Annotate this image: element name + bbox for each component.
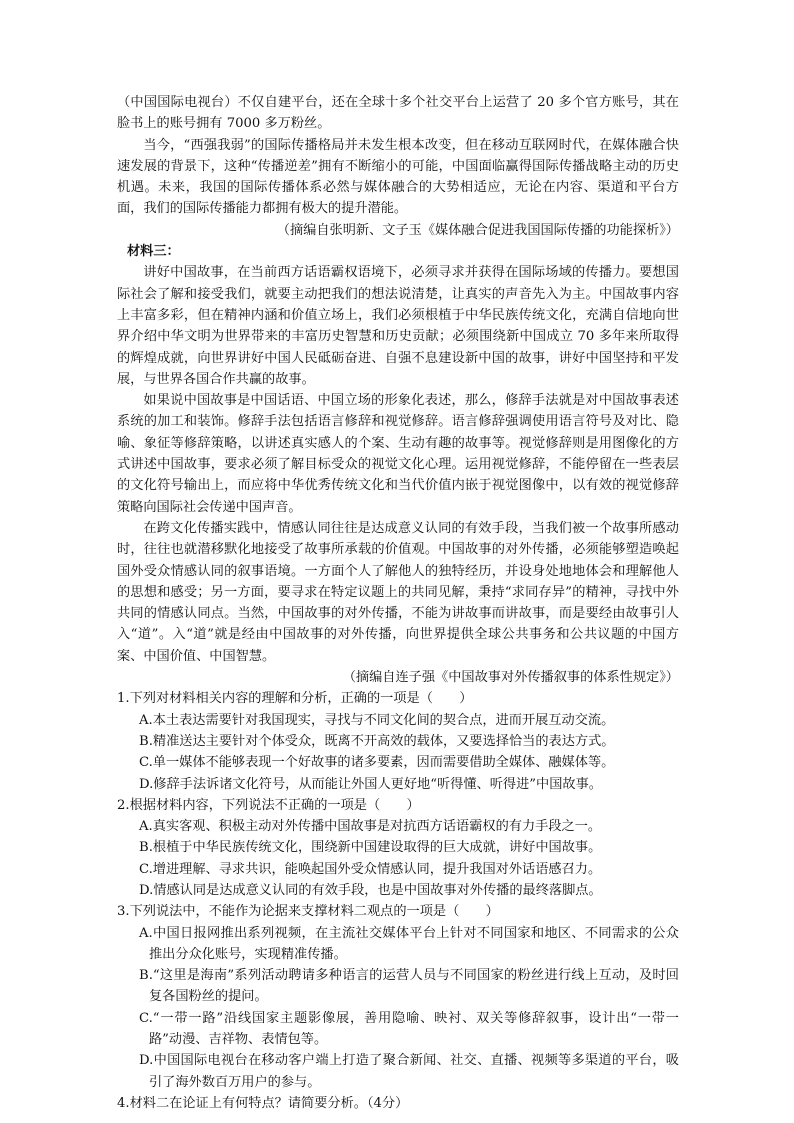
option-d: D.中国国际电视台在移动客户端上打造了聚合新闻、社交、直播、视频等多渠道的平台，吸引了海外数百万用户的参与。 [139, 1053, 679, 1090]
question-stem: 2.根据材料内容，下列说法不正确的一项是（ ） [117, 797, 420, 813]
option-d: D.修辞手法诉诸文化符号，从而能让外国人更好地“听得懂、听得进”中国故事。 [139, 776, 602, 792]
question-2 [117, 795, 679, 901]
question-3 [117, 901, 679, 1093]
option-a: A.真实客观、积极主动对外传播中国故事是对抗西方话语霸权的有力手段之一。 [139, 819, 602, 835]
question-1 [117, 688, 679, 794]
option-b: B.根植于中华民族传统文化，围绕新中国建设取得的巨大成就，讲好中国故事。 [139, 840, 602, 856]
option-c: C.“一带一路”沿线国家主题影像展，善用隐喻、映衬、双关等修辞叙事，设计出“一带一路”动漫、吉祥物、表情包等。 [139, 1010, 679, 1048]
option-a: A.中国日报网推出系列视频，在主流社交媒体平台上针对不同国家和地区、不同需求的公众推出分众化账号，实现精准传播。 [139, 925, 679, 962]
option-a: A.本土表达需要针对我国现实，寻找与不同文化间的契合点，进而开展互动交流。 [139, 712, 615, 728]
paragraph: 在跨文化传播实践中，情感认同往往是达成意义认同的有效手段，当我们被一个故事所感动时，往往也就潜移默化地接受了故事所承载的价值观。中国故事的对外传播，必须能够塑造唤起国外受众情感认同的叙事语境。一方面个人了解他人的独特经历，并设身处地地体会和理解他人的思想和感受；另一方面，要寻求在特定议题上的共同见解，秉持“求同存异”的精神，寻找中外共同的情感认同点。当然，中国故事的对外传播，不能为讲故事而讲故事，而是要经由故事引人入“道”。入“道”就是经由中国故事的对外传播，向世界提供全球公共事务和公共议题的中国方案、中国价值、中国智慧。 [117, 520, 679, 664]
section-heading: 材料三： [127, 244, 180, 260]
source-citation: （摘编自张明新、文子玉《媒体融合促进我国国际传播的功能探析》） [276, 222, 679, 238]
paragraph: （中国国际电视台）不仅自建平台，还在全球十多个社交平台上运营了 20 多个官方账号，其在脸书上的账号拥有 7000 多万粉丝。 [117, 95, 679, 132]
option-c: C.增进理解、寻求共识，能唤起国外受众情感认同，提升我国对外话语感召力。 [139, 861, 602, 877]
question-stem: 4.材料二在论证上有何特点？请简要分析。（4分） [117, 1095, 409, 1111]
document-page [117, 92, 679, 1114]
option-b: B.精准送达主要针对个体受众，既离不开高效的载体，又要选择恰当的表达方式。 [139, 733, 615, 749]
option-d: D.情感认同是达成意义认同的有效手段，也是中国故事对外传播的最终落脚点。 [139, 882, 602, 898]
question-stem: 1.下列对材料相关内容的理解和分析，正确的一项是（ ） [117, 691, 473, 707]
question-4 [117, 1093, 679, 1114]
paragraph: 讲好中国故事，在当前西方话语霸权语境下，必须寻求并获得在国际场域的传播力。要想国际社会了解和接受我们，就要主动把我们的想法说清楚，让真实的声音先入为主。中国故事内容上丰富多彩，但在精神内涵和价值立场上，我们必须根植于中华民族传统文化，充满自信地向世界介绍中华文明为世界带来的丰富历史智慧和历史贡献；必须围绕新中国成立 70 多年来所取得的辉煌成就，向世界讲好中国人民砥砺奋进、自强不息建设新中国的故事，讲好中国坚持和平发展，与世界各国合作共赢的故事。 [117, 265, 679, 387]
option-b: B.“这里是海南”系列活动聘请多种语言的运营人员与不同国家的粉丝进行线上互动，及时回复各国粉丝的提问。 [139, 968, 679, 1005]
option-c: C.单一媒体不能够表现一个好故事的诸多要素，因而需要借助全媒体、融媒体等。 [139, 755, 615, 771]
paragraph: 当今，“西强我弱”的国际传播格局并未发生根本改变，但在移动互联网时代，在媒体融合快速发展的背景下，这种“传播逆差”拥有不断缩小的可能，中国面临赢得国际传播战略主动的历史机遇。未来，我国的国际传播体系必然与媒体融合的大势相适应，无论在内容、渠道和平台方面，我们的国际传播能力都拥有极大的提升潜能。 [117, 137, 679, 217]
source-citation: （摘编自连子强《中国故事对外传播叙事的体系性规定》） [342, 670, 679, 686]
question-stem: 3.下列说法中，不能作为论据来支撑材料二观点的一项是（ ） [117, 904, 499, 920]
paragraph: 如果说中国故事是中国话语、中国立场的形象化表述，那么，修辞手法就是对中国故事表述系统的加工和装饰。修辞手法包括语言修辞和视觉修辞。语言修辞强调使用语言符号及对比、隐喻、象征等修辞策略，以讲述真实感人的个案、生动有趣的故事等。视觉修辞则是用图像化的方式讲述中国故事，要求必须了解目标受众的视觉文化心理。运用视觉修辞，不能停留在一些表层的文化符号输出上，而应将中华优秀传统文化和当代价值内嵌于视觉图像中，以有效的视觉修辞策略向国际社会传递中国声音。 [117, 393, 679, 515]
